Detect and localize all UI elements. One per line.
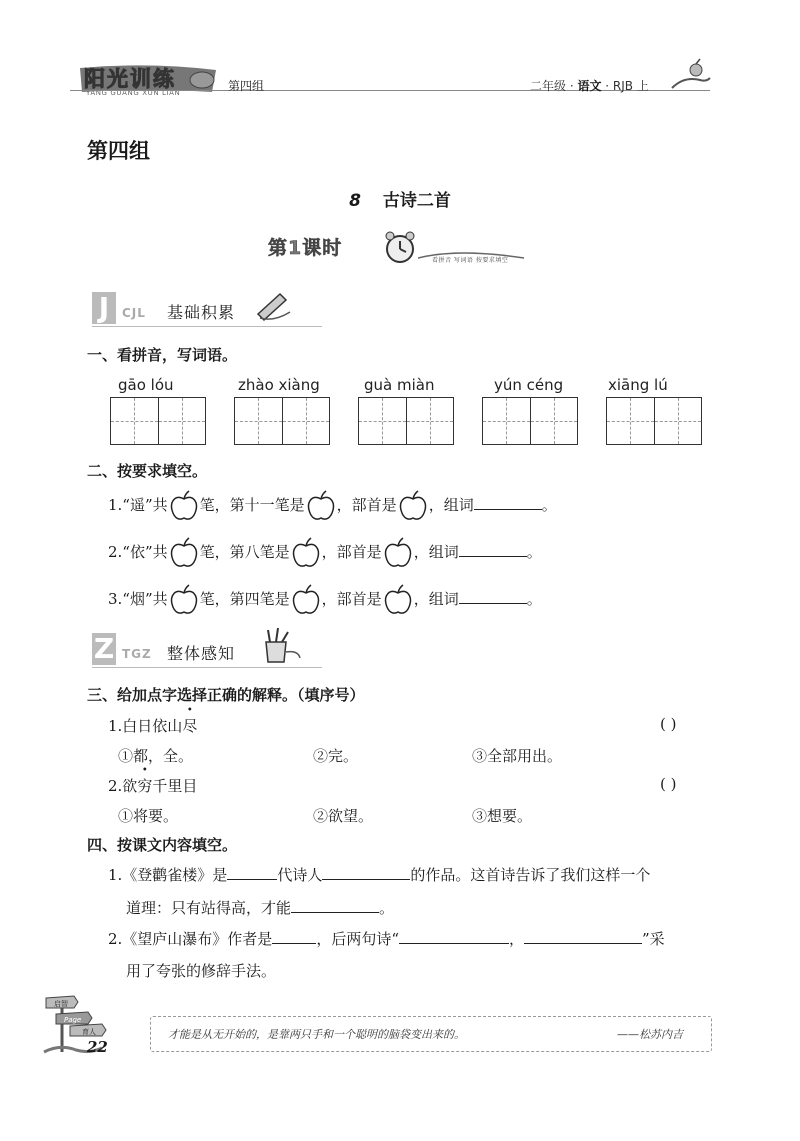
pinyin-5: xiāng lú <box>608 376 668 394</box>
blank-poet[interactable] <box>322 879 410 880</box>
pencil-eraser-icon <box>254 288 294 322</box>
hand-fruit-icon <box>670 58 712 92</box>
writing-grid-4[interactable] <box>482 397 578 445</box>
q3-1-option-b: ②完。 <box>313 747 359 765</box>
footer-quote-author: ——松苏内吉 <box>617 1028 683 1041</box>
blank-author[interactable] <box>272 943 316 944</box>
writing-grid-5[interactable] <box>606 397 702 445</box>
word-blank[interactable] <box>459 556 527 557</box>
answer-paren-1[interactable]: ( ) <box>660 715 677 733</box>
apple-blank-icon[interactable] <box>169 490 199 522</box>
q1-title: 一、看拼音，写词语。 <box>87 346 238 364</box>
apple-blank-icon[interactable] <box>169 537 199 569</box>
writing-grid-1[interactable] <box>110 397 206 445</box>
apple-blank-icon[interactable] <box>306 490 336 522</box>
pinyin-1: gāo lóu <box>118 376 174 394</box>
period-subtitle: 看拼音 写词语 按要求填空 <box>432 257 509 264</box>
apple-blank-icon[interactable] <box>383 584 413 616</box>
group-title: 第四组 <box>87 139 150 163</box>
sign-word-1: 启智 <box>54 1000 68 1008</box>
pinyin-2: zhào xiàng <box>238 376 320 394</box>
q4-item-1-line-1: 1.《登鹳雀楼》是 代诗人 的作品。这首诗告诉了我们这样一个 <box>108 866 651 884</box>
lesson-title: 8 古诗二首 <box>349 191 451 211</box>
footer-quote: 才能是从无开始的，是靠两只手和一个聪明的脑袋变出来的。 <box>168 1028 465 1041</box>
section-basic-header: J CJL 基础积累 <box>92 296 332 324</box>
q4-item-2-line-2: 用了夸张的修辞手法。 <box>126 962 277 980</box>
brand-title: 阳光训练 <box>84 67 176 91</box>
q4-item-1-line-2: 道理：只有站得高，才能 。 <box>126 899 395 917</box>
blank-verse-1[interactable] <box>399 943 509 944</box>
apple-blank-icon[interactable] <box>291 584 321 616</box>
q3-1-option-c: ③全部用出。 <box>472 747 563 765</box>
pinyin-4: yún céng <box>494 376 564 394</box>
header-group: 第四组 <box>228 79 265 93</box>
q2-item-1: 1.“遥”共 笔，第十一笔是 ，部首是 ，组词 。 <box>108 488 557 522</box>
q3-item-2-stem: 2.欲穷千里目 <box>108 777 198 795</box>
period-label: 第1课时 <box>268 237 343 259</box>
q2-item-2: 2.“依”共 笔，第八笔是 ，部首是 ，组词 。 <box>108 535 542 569</box>
pencil-cup-icon <box>258 628 302 664</box>
writing-grid-3[interactable] <box>358 397 454 445</box>
blank-dynasty[interactable] <box>227 879 277 880</box>
word-blank[interactable] <box>459 603 527 604</box>
q3-1-option-a: ①都，全。 <box>118 747 194 765</box>
q3-2-option-a: ①将要。 <box>118 807 179 825</box>
q2-item-3: 3.“烟”共 笔，第四笔是 ，部首是 ，组词 。 <box>108 582 542 616</box>
q3-title: 三、给加点字选择正确的解释。（填序号） <box>87 686 365 704</box>
apple-blank-icon[interactable] <box>169 584 199 616</box>
q4-item-2-line-1: 2.《望庐山瀑布》作者是 ，后两句诗“ ， ”采 <box>108 930 665 948</box>
section-overall-title: 整体感知 <box>167 644 236 663</box>
sign-word-3: 育人 <box>82 1028 96 1036</box>
writing-grid-2[interactable] <box>234 397 330 445</box>
q4-title: 四、按课文内容填空。 <box>87 836 238 854</box>
q2-title: 二、按要求填空。 <box>87 462 208 480</box>
pinyin-3: guà miàn <box>364 376 435 394</box>
blank-reason[interactable] <box>291 912 379 913</box>
q3-item-1-stem: 1.白日依山尽 <box>108 717 198 735</box>
answer-paren-2[interactable]: ( ) <box>660 775 677 793</box>
apple-blank-icon[interactable] <box>291 537 321 569</box>
apple-blank-icon[interactable] <box>383 537 413 569</box>
word-blank[interactable] <box>474 509 542 510</box>
section-basic-title: 基础积累 <box>167 303 236 322</box>
sign-word-2: Page <box>64 1016 82 1024</box>
brand-subtitle: YANG GUANG XUN LIAN <box>86 89 181 97</box>
q3-2-option-c: ③想要。 <box>472 807 533 825</box>
q3-2-option-b: ②欲望。 <box>313 807 374 825</box>
page-number: 22 <box>87 1038 108 1056</box>
section-overall-header: Z TGZ 整体感知 <box>92 637 332 665</box>
header-grade: 二年级 · 语文 · RJB 上 <box>530 79 649 93</box>
blank-verse-2[interactable] <box>524 943 642 944</box>
alarm-clock-icon <box>380 230 420 266</box>
apple-blank-icon[interactable] <box>398 490 428 522</box>
